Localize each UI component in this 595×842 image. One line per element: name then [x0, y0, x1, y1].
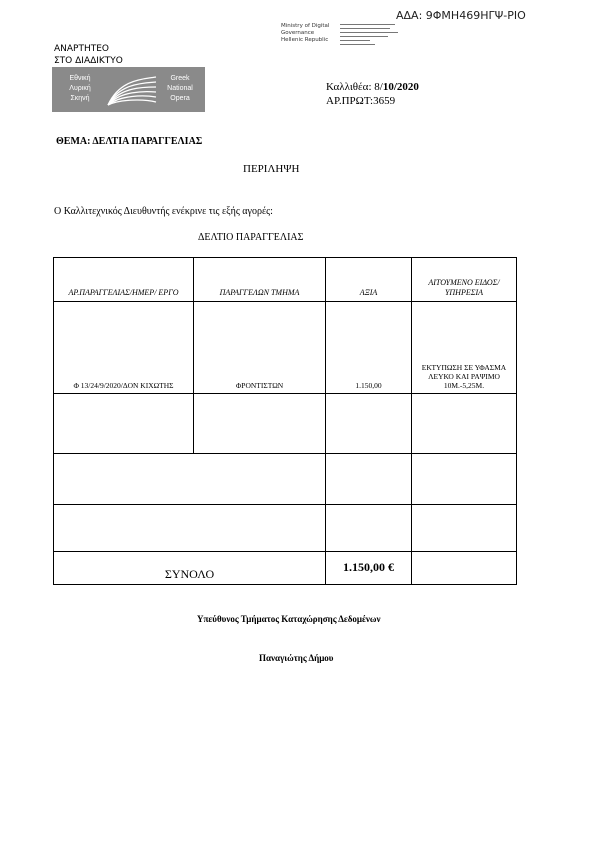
total-label: ΣΥΝΟΛΟ — [54, 552, 326, 585]
table-header-row — [54, 258, 517, 302]
header-value: ΑΞΙΑ — [326, 258, 412, 302]
subject-line: ΘΕΜΑ: ΔΕΛΤΙΑ ΠΑΡΑΓΓΕΛΙΑΣ — [56, 136, 203, 147]
ada-code: ΑΔΑ: 9ΦΜΗ469ΗΓΨ-ΡΙΟ — [396, 9, 526, 22]
table-row-empty — [54, 454, 517, 505]
signatory-role: Υπεύθυνος Τμήματος Καταχώρησης Δεδομένων — [197, 614, 381, 624]
ministry-line-1: Ministry of Digital — [281, 23, 330, 29]
ministry-line-2: Governance — [281, 30, 315, 36]
header-requested: ΑΙΤΟΥΜΕΝΟ ΕΙΔΟΣ/ΥΠΗΡΕΣΙΑ — [412, 258, 517, 302]
greek-national-opera-logo — [52, 67, 205, 112]
cell-department: ΦΡΟΝΤΙΣΤΩΝ — [194, 302, 326, 394]
date-protocol-block — [326, 80, 419, 108]
signatory-name: Παναγιώτης Δήμου — [259, 653, 334, 663]
cell-requested: ΕΚΤΥΠΩΣΗ ΣΕ ΥΦΑΣΜΑ ΛΕΥΚΟ ΚΑΙ ΡΑΨΙΜΟ 10Μ.-5,25Μ. — [412, 302, 517, 394]
summary-title: ΠΕΡΙΛΗΨΗ — [243, 163, 300, 175]
header-order: ΑΡ.ΠΑΡΑΓΓΕΛΙΑΣ/ΗΜΕΡ/ ΕΡΓΟ — [54, 258, 194, 302]
ministry-line-3: Hellenic Republic — [281, 37, 329, 43]
order-table — [53, 257, 517, 585]
header-department: ΠΑΡΑΓΓΕΛΩΝ ΤΜΗΜΑ — [194, 258, 326, 302]
table-row-empty — [54, 394, 517, 454]
intro-text: Ο Καλλιτεχνικός Διευθυντής ενέκρινε τις εξής αγορές: — [54, 206, 273, 217]
total-row — [54, 552, 517, 585]
table-row — [54, 302, 517, 394]
total-value: 1.150,00 € — [326, 552, 412, 585]
digital-signature-stamp — [340, 23, 400, 48]
ministry-label — [281, 23, 329, 44]
logo-text-english: Greek National Opera — [167, 75, 193, 102]
cell-order: Φ 13/24/9/2020/ΔΟΝ ΚΙΧΩΤΗΣ — [54, 302, 194, 394]
opera-emblem-icon — [106, 73, 158, 107]
table-row-empty — [54, 505, 517, 552]
order-slip-title: ΔΕΛΤΙΟ ΠΑΡΑΓΓΕΛΙΑΣ — [198, 232, 304, 243]
posted-online-note — [54, 43, 123, 67]
logo-text-greek: Εθνική Λυρική Σκηνή — [69, 75, 91, 102]
posted-online-line-1: ΑΝΑΡΤΗΤΕΟ — [54, 44, 110, 54]
cell-value: 1.150,00 — [326, 302, 412, 394]
place-date: Καλλιθέα: 8/10/2020 — [326, 81, 419, 93]
protocol-number: ΑΡ.ΠΡΩΤ:3659 — [326, 95, 396, 107]
posted-online-line-2: ΣΤΟ ΔΙΑΔΙΚΤΥΟ — [54, 56, 123, 66]
